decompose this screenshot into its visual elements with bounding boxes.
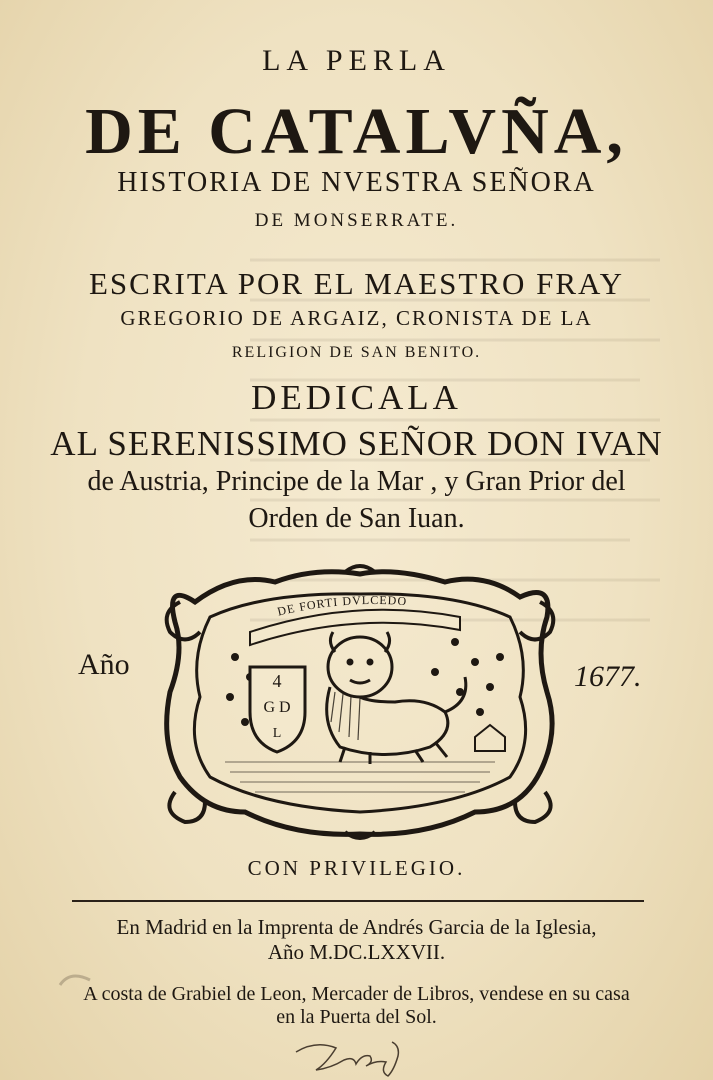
dedication-line-4: Orden de San Iuan. bbox=[248, 503, 465, 534]
dedication-line-2: AL SERENISSIMO SEÑOR DON IVAN bbox=[50, 424, 663, 463]
printers-device-emblem bbox=[155, 562, 565, 842]
title-line-2: DE CATALVÑA, bbox=[85, 95, 628, 168]
author-line-2: GREGORIO DE ARGAIZ, CRONISTA DE LA bbox=[120, 306, 593, 330]
shield-letter: L bbox=[272, 726, 282, 741]
ink-smudge bbox=[55, 965, 95, 995]
dedication-line-1: DEDICALA bbox=[251, 378, 462, 417]
privilege-notice: CON PRIVILEGIO. bbox=[247, 856, 466, 880]
publisher-line-2: en la Puerta del Sol. bbox=[276, 1006, 437, 1028]
title-line-3: HISTORIA DE NVESTRA SEÑORA bbox=[117, 167, 596, 198]
emblem-motto: DE FORTI DVLCEDO bbox=[275, 592, 408, 619]
publisher-line-1: A costa de Grabiel de Leon, Mercader de Libros, vendese en su casa bbox=[83, 983, 630, 1005]
year-label: Año bbox=[78, 648, 130, 681]
title-line-4: DE MONSERRATE. bbox=[254, 210, 459, 231]
shield-number: 4 bbox=[272, 671, 282, 691]
author-line-1: ESCRITA POR EL MAESTRO FRAY bbox=[89, 266, 624, 301]
shield-initials: G D bbox=[263, 699, 291, 716]
author-line-3: RELIGION DE SAN BENITO. bbox=[231, 344, 482, 361]
shield bbox=[250, 667, 305, 752]
title-line-1: LA PERLA bbox=[262, 44, 451, 77]
imprint-line-2: Año M.DC.LXXVII. bbox=[267, 940, 446, 964]
dedication-line-3: de Austria, Principe de la Mar , y Gran Prior del bbox=[87, 466, 626, 497]
lion-figure bbox=[327, 632, 466, 764]
handwritten-signature bbox=[288, 1032, 408, 1078]
divider-rule bbox=[72, 900, 644, 902]
imprint-line-1: En Madrid en la Imprenta de Andrés Garcia de la Iglesia, bbox=[116, 915, 597, 939]
year-value: 1677. bbox=[574, 660, 642, 693]
